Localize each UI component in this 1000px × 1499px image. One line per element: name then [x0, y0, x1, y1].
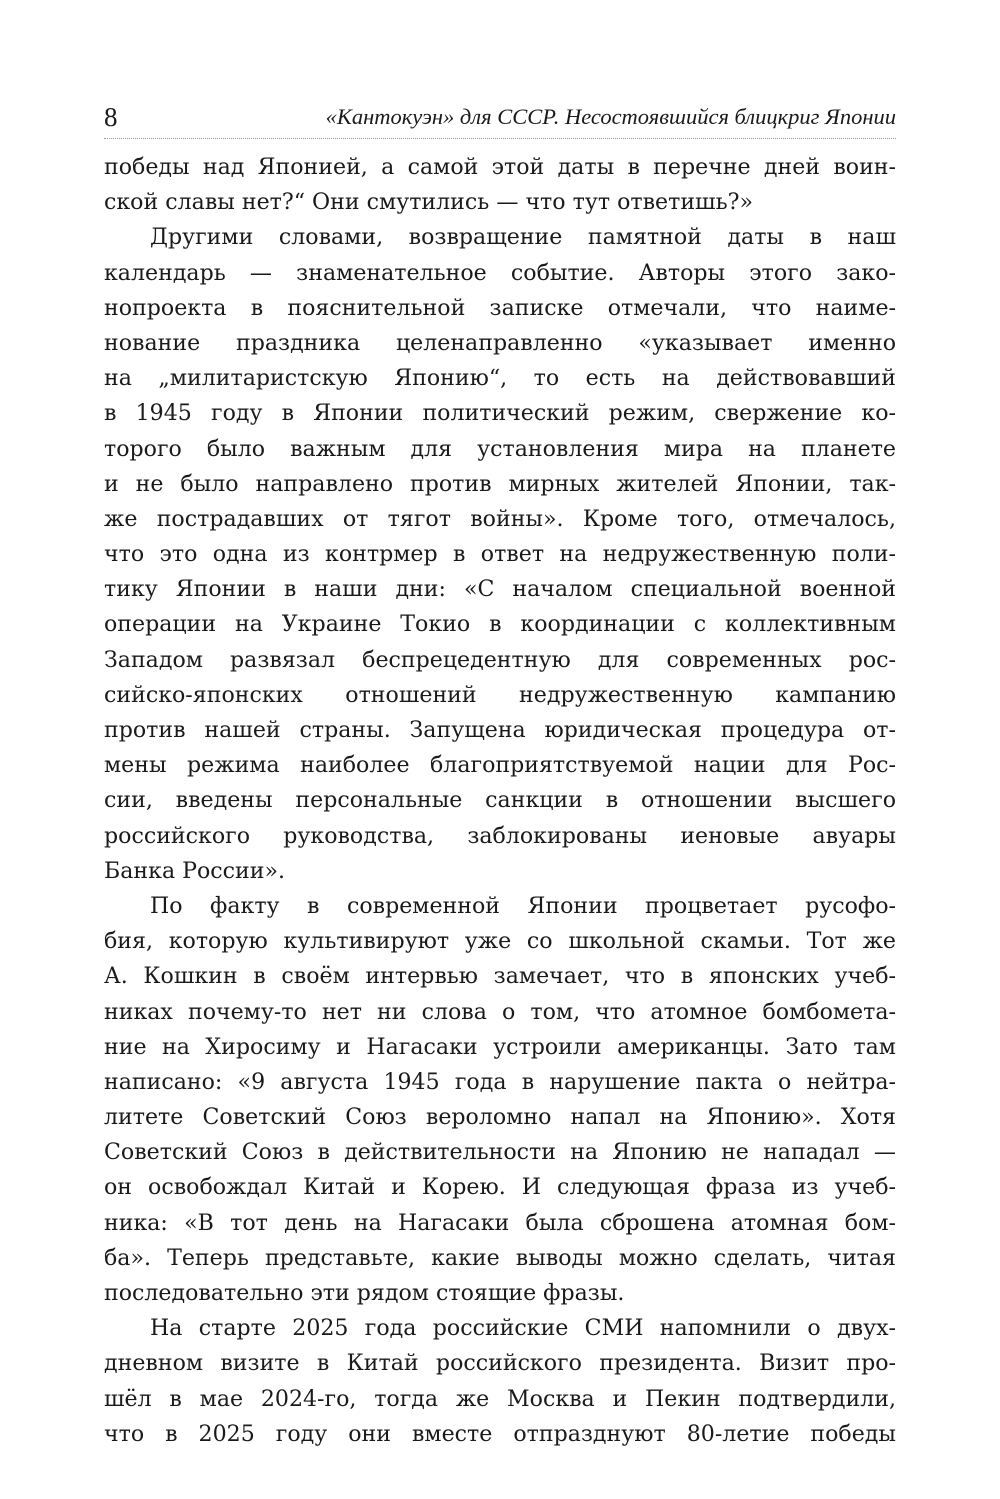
text-line: бия, которую культивируют уже со школьной скамьи. Тот же: [104, 928, 896, 955]
text-line: что это одна из контрмер в ответ на недружественную поли-: [104, 541, 896, 568]
text-line: торого было важным для установления мира на планете: [104, 435, 896, 462]
text-line: На старте 2025 года российские СМИ напомнили о двух-: [150, 1315, 896, 1342]
running-header: [104, 98, 896, 139]
text-line: последовательно эти рядом стоящие фразы.: [104, 1280, 625, 1306]
running-title: «Кантокуэн» для СССР. Несостоявшийся блицкриг Японии: [325, 104, 896, 129]
text-line: и не было направлено против мирных жителей Японии, так-: [104, 470, 896, 497]
text-line: российского руководства, заблокированы иеновые авуары: [104, 822, 896, 849]
text-line: нование праздника целенаправленно «указывает именно: [104, 329, 896, 356]
text-line: ника: «В тот день на Нагасаки была сброшена атомная бом-: [104, 1209, 896, 1236]
text-line: против нашей страны. Запущена юридическая процедура от-: [104, 717, 896, 743]
text-line: Другими словами, возвращение памятной даты в наш: [150, 224, 896, 251]
text-line: ба». Теперь представьте, какие выводы можно сделать, читая: [104, 1244, 896, 1271]
text-line: сийско-японских отношений недружественную кампанию: [104, 681, 896, 708]
text-line: что в 2025 году они вместе отпразднуют 80-летие победы: [104, 1420, 896, 1447]
page-number: 8: [104, 102, 118, 132]
text-line: ние на Хиросиму и Нагасаки устроили американцы. Зато там: [104, 1033, 896, 1060]
text-line: на „милитаристскую Японию“, то есть на действовавший: [104, 365, 896, 392]
text-line: победы над Японией, а самой этой даты в перечне дней воин-: [104, 154, 896, 180]
text-line: же пострадавших от тягот войны». Кроме того, отмечалось,: [104, 505, 896, 532]
text-line: дневном визите в Китай российского президента. Визит про-: [104, 1350, 896, 1377]
text-line: шёл в мае 2024-го, тогда же Москва и Пекин подтвердили,: [104, 1385, 896, 1412]
text-line: никах почему-то нет ни слова о том, что атомное бомбомета-: [104, 998, 896, 1025]
text-line: Советский Союз в действительности на Японию не нападал —: [104, 1139, 896, 1166]
text-line: он освобождал Китай и Корею. И следующая фраза из учеб-: [104, 1174, 896, 1201]
text-line: По факту в современной Японии процветает русофо-: [150, 892, 896, 919]
text-line: тику Японии в наши дни: «С началом специальной военной: [104, 576, 896, 603]
text-line: нопроекта в пояснительной записке отмечали, что наиме-: [104, 294, 896, 321]
text-line: ской славы нет?“ Они смутились — что тут ответишь?»: [104, 189, 753, 216]
text-line: написано: «9 августа 1945 года в нарушение пакта о нейтра-: [104, 1068, 896, 1095]
text-line: сии, введены персональные санкции в отношении высшего: [104, 787, 896, 814]
text-line: Западом развязал беспрецедентную для современных рос-: [104, 646, 896, 673]
text-line: Банка России».: [104, 857, 286, 884]
body-text: [104, 150, 896, 1452]
text-line: мены режима наиболее благоприятствуемой нации для Рос-: [104, 752, 896, 779]
text-line: А. Кошкин в своём интервью замечает, что в японских учеб-: [104, 963, 896, 990]
text-line: календарь — знаменательное событие. Авторы этого зако-: [104, 259, 896, 286]
text-line: в 1945 году в Японии политический режим, свержение ко-: [104, 400, 896, 427]
text-line: литете Советский Союз вероломно напал на Японию». Хотя: [104, 1104, 896, 1131]
text-line: операции на Украине Токио в координации с коллективным: [104, 611, 896, 638]
